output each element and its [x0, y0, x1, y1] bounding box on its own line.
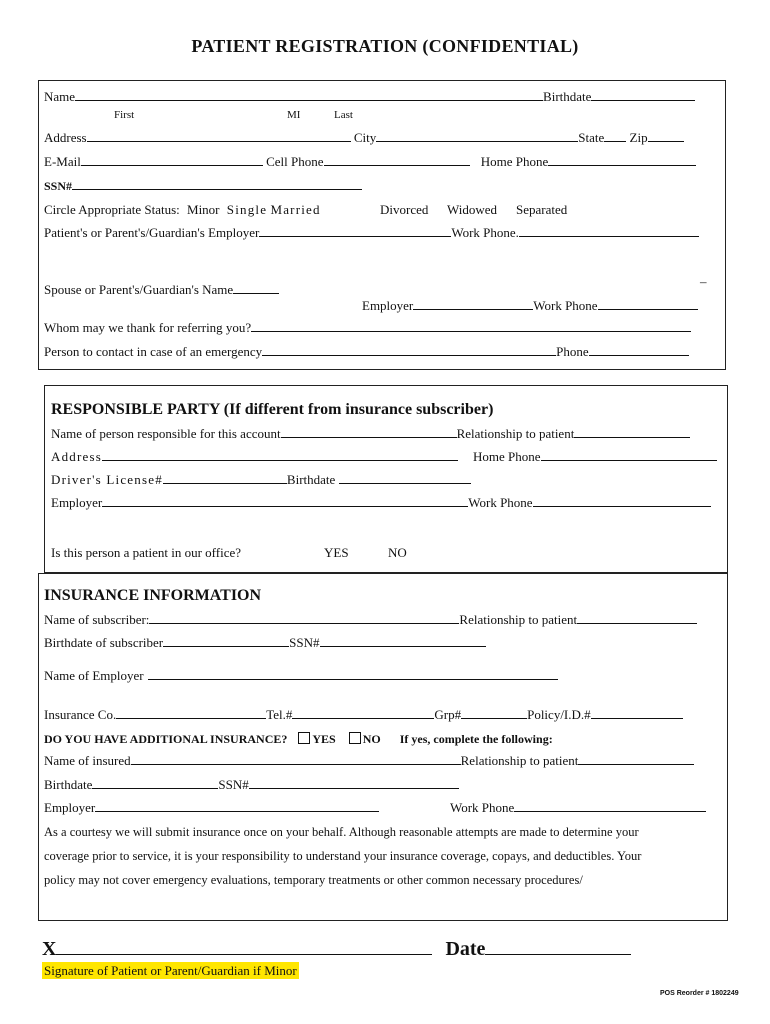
responsible-relationship-field[interactable] — [574, 425, 690, 438]
last-caption: Last — [334, 109, 353, 121]
name-field[interactable] — [75, 88, 543, 101]
address-label: Address — [44, 130, 87, 145]
employer-label: Patient's or Parent's/Guardian's Employer — [44, 225, 260, 240]
status-label: Circle Appropriate Status: — [44, 202, 180, 217]
grp-field[interactable] — [461, 706, 527, 719]
status-divorced[interactable]: Divorced — [380, 202, 429, 217]
email-label: E-Mail — [44, 154, 81, 169]
responsible-home-label: Home Phone — [473, 449, 541, 464]
subscriber-birthdate-field[interactable] — [163, 634, 289, 647]
ssn-row — [44, 177, 362, 194]
spouse-employer-label: Employer — [362, 298, 414, 313]
subscriber-birthdate-row — [44, 634, 486, 651]
insured-ssn-label: SSN# — [218, 777, 249, 792]
signature-field[interactable] — [56, 938, 432, 955]
responsible-birthdate-field[interactable] — [339, 471, 471, 484]
emergency-row — [44, 343, 689, 360]
employer-name-field[interactable] — [148, 667, 558, 680]
name-row — [44, 88, 695, 105]
responsible-heading: RESPONSIBLE PARTY (If different from insurance subscriber) — [51, 401, 494, 418]
if-yes-note: If yes, complete the following: — [399, 732, 553, 746]
subscriber-relationship-label: Relationship to patient — [459, 612, 578, 627]
address-row — [44, 129, 684, 146]
zip-label: Zip — [629, 130, 648, 145]
insured-field[interactable] — [131, 752, 461, 765]
employer-row — [44, 224, 699, 241]
page-title: PATIENT REGISTRATION (CONFIDENTIAL) — [191, 36, 579, 56]
home-phone-label: Home Phone — [480, 154, 549, 169]
insured-birthdate-label: Birthdate — [44, 777, 93, 792]
license-field[interactable] — [163, 471, 287, 484]
reorder-number: POS Reorder # 1802249 — [660, 990, 739, 997]
additional-yes-checkbox[interactable] — [298, 732, 310, 744]
courtesy-line-3: policy may not cover emergency evaluations, temporary treatments or other common necessary procedures/ — [44, 873, 583, 887]
additional-insurance-row — [44, 732, 553, 747]
insured-relationship-field[interactable] — [578, 752, 694, 765]
insured-ssn-field[interactable] — [249, 776, 459, 789]
email-row — [44, 153, 696, 170]
license-row — [51, 471, 471, 488]
insured-employer-label: Employer — [44, 800, 96, 815]
license-label: Driver's License# — [51, 472, 163, 487]
ssn-label: SSN# — [44, 179, 73, 193]
additional-no-label: NO — [362, 732, 381, 746]
responsible-birthdate-label: Birthdate — [286, 472, 336, 487]
insurance-co-row — [44, 706, 683, 723]
insured-work-phone-label: Work Phone — [450, 800, 515, 815]
state-field[interactable] — [604, 129, 626, 142]
insured-employer-row — [44, 799, 379, 816]
cell-phone-field[interactable] — [324, 153, 470, 166]
additional-insurance-question: DO YOU HAVE ADDITIONAL INSURANCE? — [44, 732, 288, 746]
insurance-co-label: Insurance Co. — [44, 707, 117, 722]
referral-label: Whom may we thank for referring you? — [44, 320, 252, 335]
responsible-work-phone-field[interactable] — [533, 494, 711, 507]
responsible-home-row — [473, 448, 717, 465]
insured-work-phone-field[interactable] — [514, 799, 706, 812]
responsible-home-field[interactable] — [541, 448, 717, 461]
city-field[interactable] — [376, 129, 578, 142]
responsible-address-field[interactable] — [102, 448, 458, 461]
additional-no-checkbox[interactable] — [349, 732, 361, 744]
employer-name-row — [44, 667, 558, 684]
emergency-label: Person to contact in case of an emergency — [44, 344, 263, 359]
spouse-employer-row — [362, 297, 698, 314]
status-minor[interactable]: Minor — [187, 202, 220, 217]
tel-field[interactable] — [292, 706, 434, 719]
insured-birthdate-row — [44, 776, 459, 793]
status-widowed[interactable]: Widowed — [447, 202, 498, 217]
subscriber-ssn-field[interactable] — [320, 634, 486, 647]
first-caption: First — [114, 109, 135, 121]
insured-work-phone-row — [450, 799, 706, 816]
spouse-row — [44, 281, 279, 298]
subscriber-row — [44, 611, 697, 628]
mi-caption: MI — [287, 109, 301, 121]
patient-question-yes[interactable]: YES — [324, 545, 349, 560]
responsible-relationship-label: Relationship to patient — [456, 426, 575, 441]
patient-question: Is this person a patient in our office? — [51, 545, 242, 560]
grp-label: Grp# — [434, 707, 462, 722]
date-field[interactable] — [485, 938, 631, 955]
cell-phone-label: Cell Phone — [266, 154, 324, 169]
referral-field[interactable] — [251, 319, 691, 332]
insured-employer-field[interactable] — [95, 799, 379, 812]
responsible-work-phone-label: Work Phone — [468, 495, 533, 510]
spouse-label: Spouse or Parent's/Guardian's Name — [44, 282, 234, 297]
address-field[interactable] — [87, 129, 351, 142]
city-label: City — [353, 130, 377, 145]
tel-label: Tel.# — [266, 707, 293, 722]
responsible-address-label: Address — [51, 449, 103, 464]
policy-label: Policy/I.D.# — [527, 707, 591, 722]
referral-row — [44, 319, 691, 336]
insurance-co-field[interactable] — [116, 706, 266, 719]
signature-caption: Signature of Patient or Parent/Guardian if Minor — [44, 963, 297, 978]
insured-relationship-label: Relationship to patient — [460, 753, 579, 768]
responsible-name-label: Name of person responsible for this account — [51, 426, 281, 441]
responsible-name-field[interactable] — [281, 425, 457, 438]
responsible-employer-label: Employer — [51, 495, 103, 510]
subscriber-birthdate-label: Birthdate of subscriber — [44, 635, 164, 650]
employer-name-label: Name of Employer — [44, 668, 144, 683]
name-label: Name — [44, 89, 76, 104]
emergency-phone-field[interactable] — [589, 343, 689, 356]
spouse-work-phone-field[interactable] — [598, 297, 698, 310]
subscriber-ssn-label: SSN# — [289, 635, 320, 650]
responsible-address-row — [51, 448, 458, 465]
email-field[interactable] — [81, 153, 263, 166]
additional-yes-label: YES — [312, 732, 336, 746]
subscriber-relationship-field[interactable] — [577, 611, 697, 624]
policy-field[interactable] — [591, 706, 683, 719]
spouse-work-phone-label: Work Phone — [533, 298, 598, 313]
emergency-field[interactable] — [262, 343, 556, 356]
ssn-field[interactable] — [72, 177, 362, 190]
birthdate-field[interactable] — [591, 88, 695, 101]
subscriber-label: Name of subscriber: — [44, 612, 150, 627]
spouse-field[interactable] — [233, 281, 279, 294]
insured-birthdate-field[interactable] — [92, 776, 218, 789]
spouse-employer-field[interactable] — [413, 297, 533, 310]
work-phone-field[interactable] — [519, 224, 699, 237]
emergency-phone-label: Phone — [556, 344, 589, 359]
status-row — [44, 202, 321, 218]
signature-row — [42, 938, 631, 961]
insured-label: Name of insured — [44, 753, 131, 768]
responsible-employer-field[interactable] — [102, 494, 468, 507]
insurance-heading: INSURANCE INFORMATION — [44, 587, 262, 604]
responsible-employer-row — [51, 494, 711, 511]
stray-dash: – — [700, 274, 707, 289]
signature-x: X — [42, 938, 57, 960]
zip-field[interactable] — [648, 129, 684, 142]
insured-row — [44, 752, 694, 769]
work-phone-label: Work Phone. — [451, 225, 519, 240]
birthdate-label: Birthdate — [543, 89, 592, 104]
responsible-name-row — [51, 425, 690, 442]
subscriber-field[interactable] — [149, 611, 459, 624]
date-label: Date — [445, 938, 486, 960]
courtesy-line-2: coverage prior to service, it is your responsibility to understand your insurance coverage, copays, and deductibles. Your — [44, 849, 642, 863]
patient-question-no[interactable]: NO — [388, 545, 407, 560]
employer-field[interactable] — [259, 224, 451, 237]
status-separated[interactable]: Separated — [516, 202, 568, 217]
courtesy-line-1: As a courtesy we will submit insurance once on your behalf. Although reasonable attempts are made to determine your — [44, 825, 639, 839]
status-single[interactable]: Single — [226, 202, 268, 217]
home-phone-field[interactable] — [548, 153, 696, 166]
status-married[interactable]: Married — [270, 202, 321, 217]
state-label: State — [578, 130, 605, 145]
